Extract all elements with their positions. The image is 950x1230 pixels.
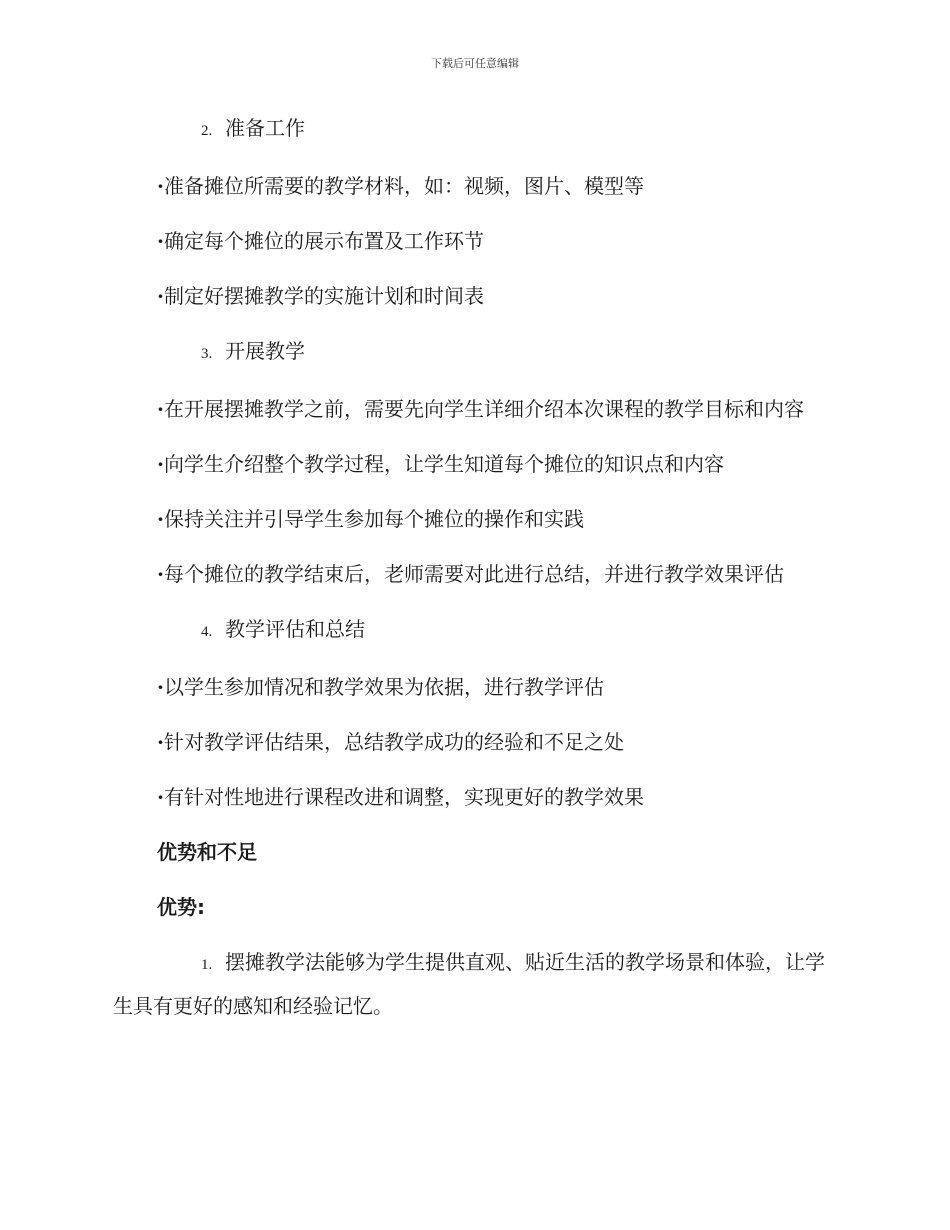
bullet-dot: ·: [157, 562, 164, 586]
section-number: 3.: [201, 346, 213, 362]
section-title: 开展教学: [225, 339, 305, 363]
bullet-dot: ·: [157, 174, 164, 198]
bullet-dot: ·: [157, 229, 164, 253]
advantages-heading: 优势:: [157, 895, 205, 919]
section-number: 2.: [201, 123, 213, 139]
list-item: ·确定每个摊位的展示布置及工作环节: [157, 229, 484, 253]
section-heading-eval: [113, 609, 825, 653]
list-item: ·有针对性地进行课程改进和调整，实现更好的教学效果: [157, 785, 644, 809]
bullet-dot: ·: [157, 730, 164, 754]
bullet-dot: ·: [157, 507, 164, 531]
section-title: 教学评估和总结: [225, 617, 365, 641]
list-item: ·每个摊位的教学结束后，老师需要对此进行总结，并进行教学效果评估: [157, 562, 784, 586]
list-item: ·准备摊位所需要的教学材料，如：视频，图片、模型等: [157, 174, 644, 198]
pros-cons-heading: 优势和不足: [157, 840, 257, 864]
section-number: 4.: [201, 624, 213, 640]
section-heading-teach: [113, 331, 825, 375]
list-item: ·针对教学评估结果，总结教学成功的经验和不足之处: [157, 730, 624, 754]
list-item: ·在开展摆摊教学之前，需要先向学生详细介绍本次课程的教学目标和内容: [157, 397, 804, 421]
list-item: ·制定好摆摊教学的实施计划和时间表: [157, 284, 484, 308]
bullet-dot: ·: [157, 452, 164, 476]
section-title: 准备工作: [225, 116, 305, 140]
item-text: 摆摊教学法能够为学生提供直观、贴近生活的教学场景和体验，让学生具有更好的感知和经验记忆。: [113, 950, 825, 1018]
advantage-item: [113, 942, 825, 1027]
list-item: ·向学生介绍整个教学过程，让学生知道每个摊位的知识点和内容: [157, 452, 724, 476]
bullet-dot: ·: [157, 397, 164, 421]
document-body: [113, 108, 825, 1041]
bullet-dot: ·: [157, 284, 164, 308]
bullet-dot: ·: [157, 675, 164, 699]
list-item: ·以学生参加情况和教学效果为依据，进行教学评估: [157, 675, 604, 699]
section-heading-prep: [113, 108, 825, 152]
list-item: ·保持关注并引导学生参加每个摊位的操作和实践: [157, 507, 584, 531]
item-number: 1.: [201, 957, 213, 973]
page-header-note: 下载后可任意编辑: [431, 57, 519, 70]
bullet-dot: ·: [157, 785, 164, 809]
